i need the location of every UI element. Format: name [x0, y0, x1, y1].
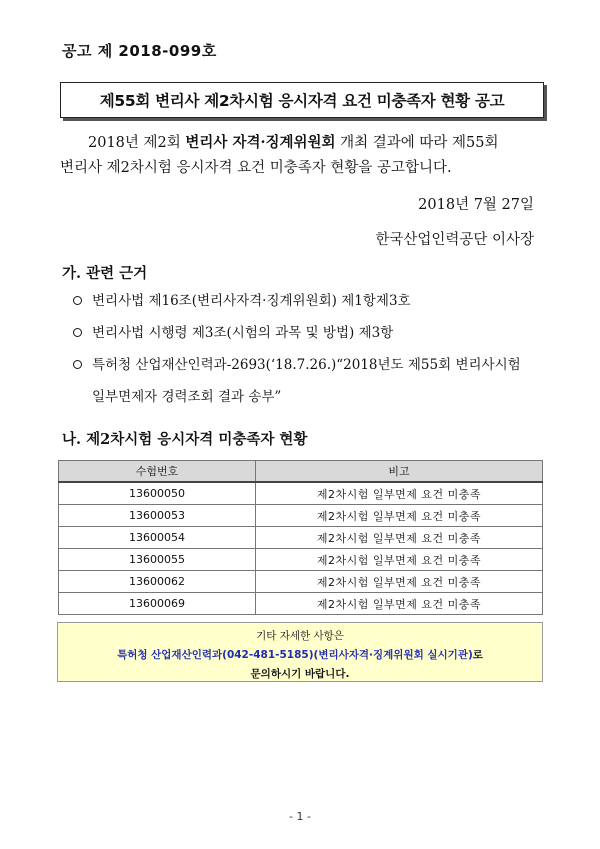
- notice-date: 2018년 7월 27일: [418, 197, 534, 213]
- table-header-row: [59, 461, 543, 483]
- info-line-2: [58, 646, 542, 665]
- page-number: - 1 -: [289, 810, 311, 823]
- note: 제2차시험 일부면제 요건 미충족: [256, 482, 543, 505]
- page-title: 제55회 변리사 제2차시험 응시자격 요건 미충족자 현황 공고: [99, 92, 505, 110]
- column-header-id: 수험번호: [59, 461, 256, 483]
- info-line-3: 문의하시기 바랍니다.: [250, 668, 350, 680]
- table-row: [59, 505, 543, 527]
- title-box: [60, 82, 544, 118]
- intro-text-1: 2018년 제2회: [88, 135, 186, 151]
- intro-committee: 변리사 자격·징계위원회: [185, 134, 336, 151]
- circle-bullet-icon: [73, 360, 82, 369]
- info-line-1: 기타 자세한 사항은: [256, 630, 344, 642]
- notice-number: 공고 제 2018-099호: [62, 42, 217, 60]
- list-item-text: 변리사법 시행령 제3조(시험의 과목 및 방법) 제3항: [92, 325, 394, 341]
- list-item: [70, 324, 550, 356]
- intro-text-3: 변리사 제2차시험 응시자격 요건 미충족자 현황을 공고합니다.: [60, 160, 452, 176]
- note: 제2차시험 일부면제 요건 미충족: [256, 593, 543, 615]
- note: 제2차시험 일부면제 요건 미충족: [256, 527, 543, 549]
- contact-tail: 로: [472, 649, 483, 661]
- intro-paragraph: [60, 130, 542, 181]
- list-item-text-cont: 일부면제자 경력조회 결과 송부”: [92, 389, 282, 405]
- circle-bullet-icon: [73, 328, 82, 337]
- note: 제2차시험 일부면제 요건 미충족: [256, 571, 543, 593]
- contact-info-box: [57, 622, 543, 682]
- intro-text-2: 개최 결과에 따라 제55회: [335, 135, 499, 151]
- issuer: 한국산업인력공단 이사장: [375, 232, 534, 248]
- circle-bullet-icon: [73, 296, 82, 305]
- exam-number: 13600055: [59, 549, 256, 571]
- legal-basis-list: [70, 292, 550, 412]
- section-b-heading: 나. 제2차시험 응시자격 미충족자 현황: [62, 431, 308, 448]
- section-a-heading: 가. 관련 근거: [62, 265, 148, 282]
- table-row: [59, 527, 543, 549]
- applicant-table: [58, 460, 543, 615]
- table-row: [59, 549, 543, 571]
- exam-number: 13600062: [59, 571, 256, 593]
- table-row: [59, 593, 543, 615]
- list-item-text: 특허청 산업재산인력과-2693(‘18.7.26.)“2018년도 제55회 변리사시험: [92, 357, 521, 373]
- exam-number: 13600053: [59, 505, 256, 527]
- table-row: [59, 571, 543, 593]
- contact-text: 특허청 산업재산인력과(042-481-5185)(변리사자격·징계위원회 실시기관): [117, 649, 473, 661]
- column-header-note: 비고: [256, 461, 543, 483]
- list-item: [70, 356, 550, 412]
- list-item-text: 변리사법 제16조(변리사자격·징계위원회) 제1항제3호: [92, 293, 411, 309]
- note: 제2차시험 일부면제 요건 미충족: [256, 549, 543, 571]
- note: 제2차시험 일부면제 요건 미충족: [256, 505, 543, 527]
- exam-number: 13600054: [59, 527, 256, 549]
- exam-number: 13600069: [59, 593, 256, 615]
- list-item: [70, 292, 550, 324]
- table-row: [59, 482, 543, 505]
- exam-number: 13600050: [59, 482, 256, 505]
